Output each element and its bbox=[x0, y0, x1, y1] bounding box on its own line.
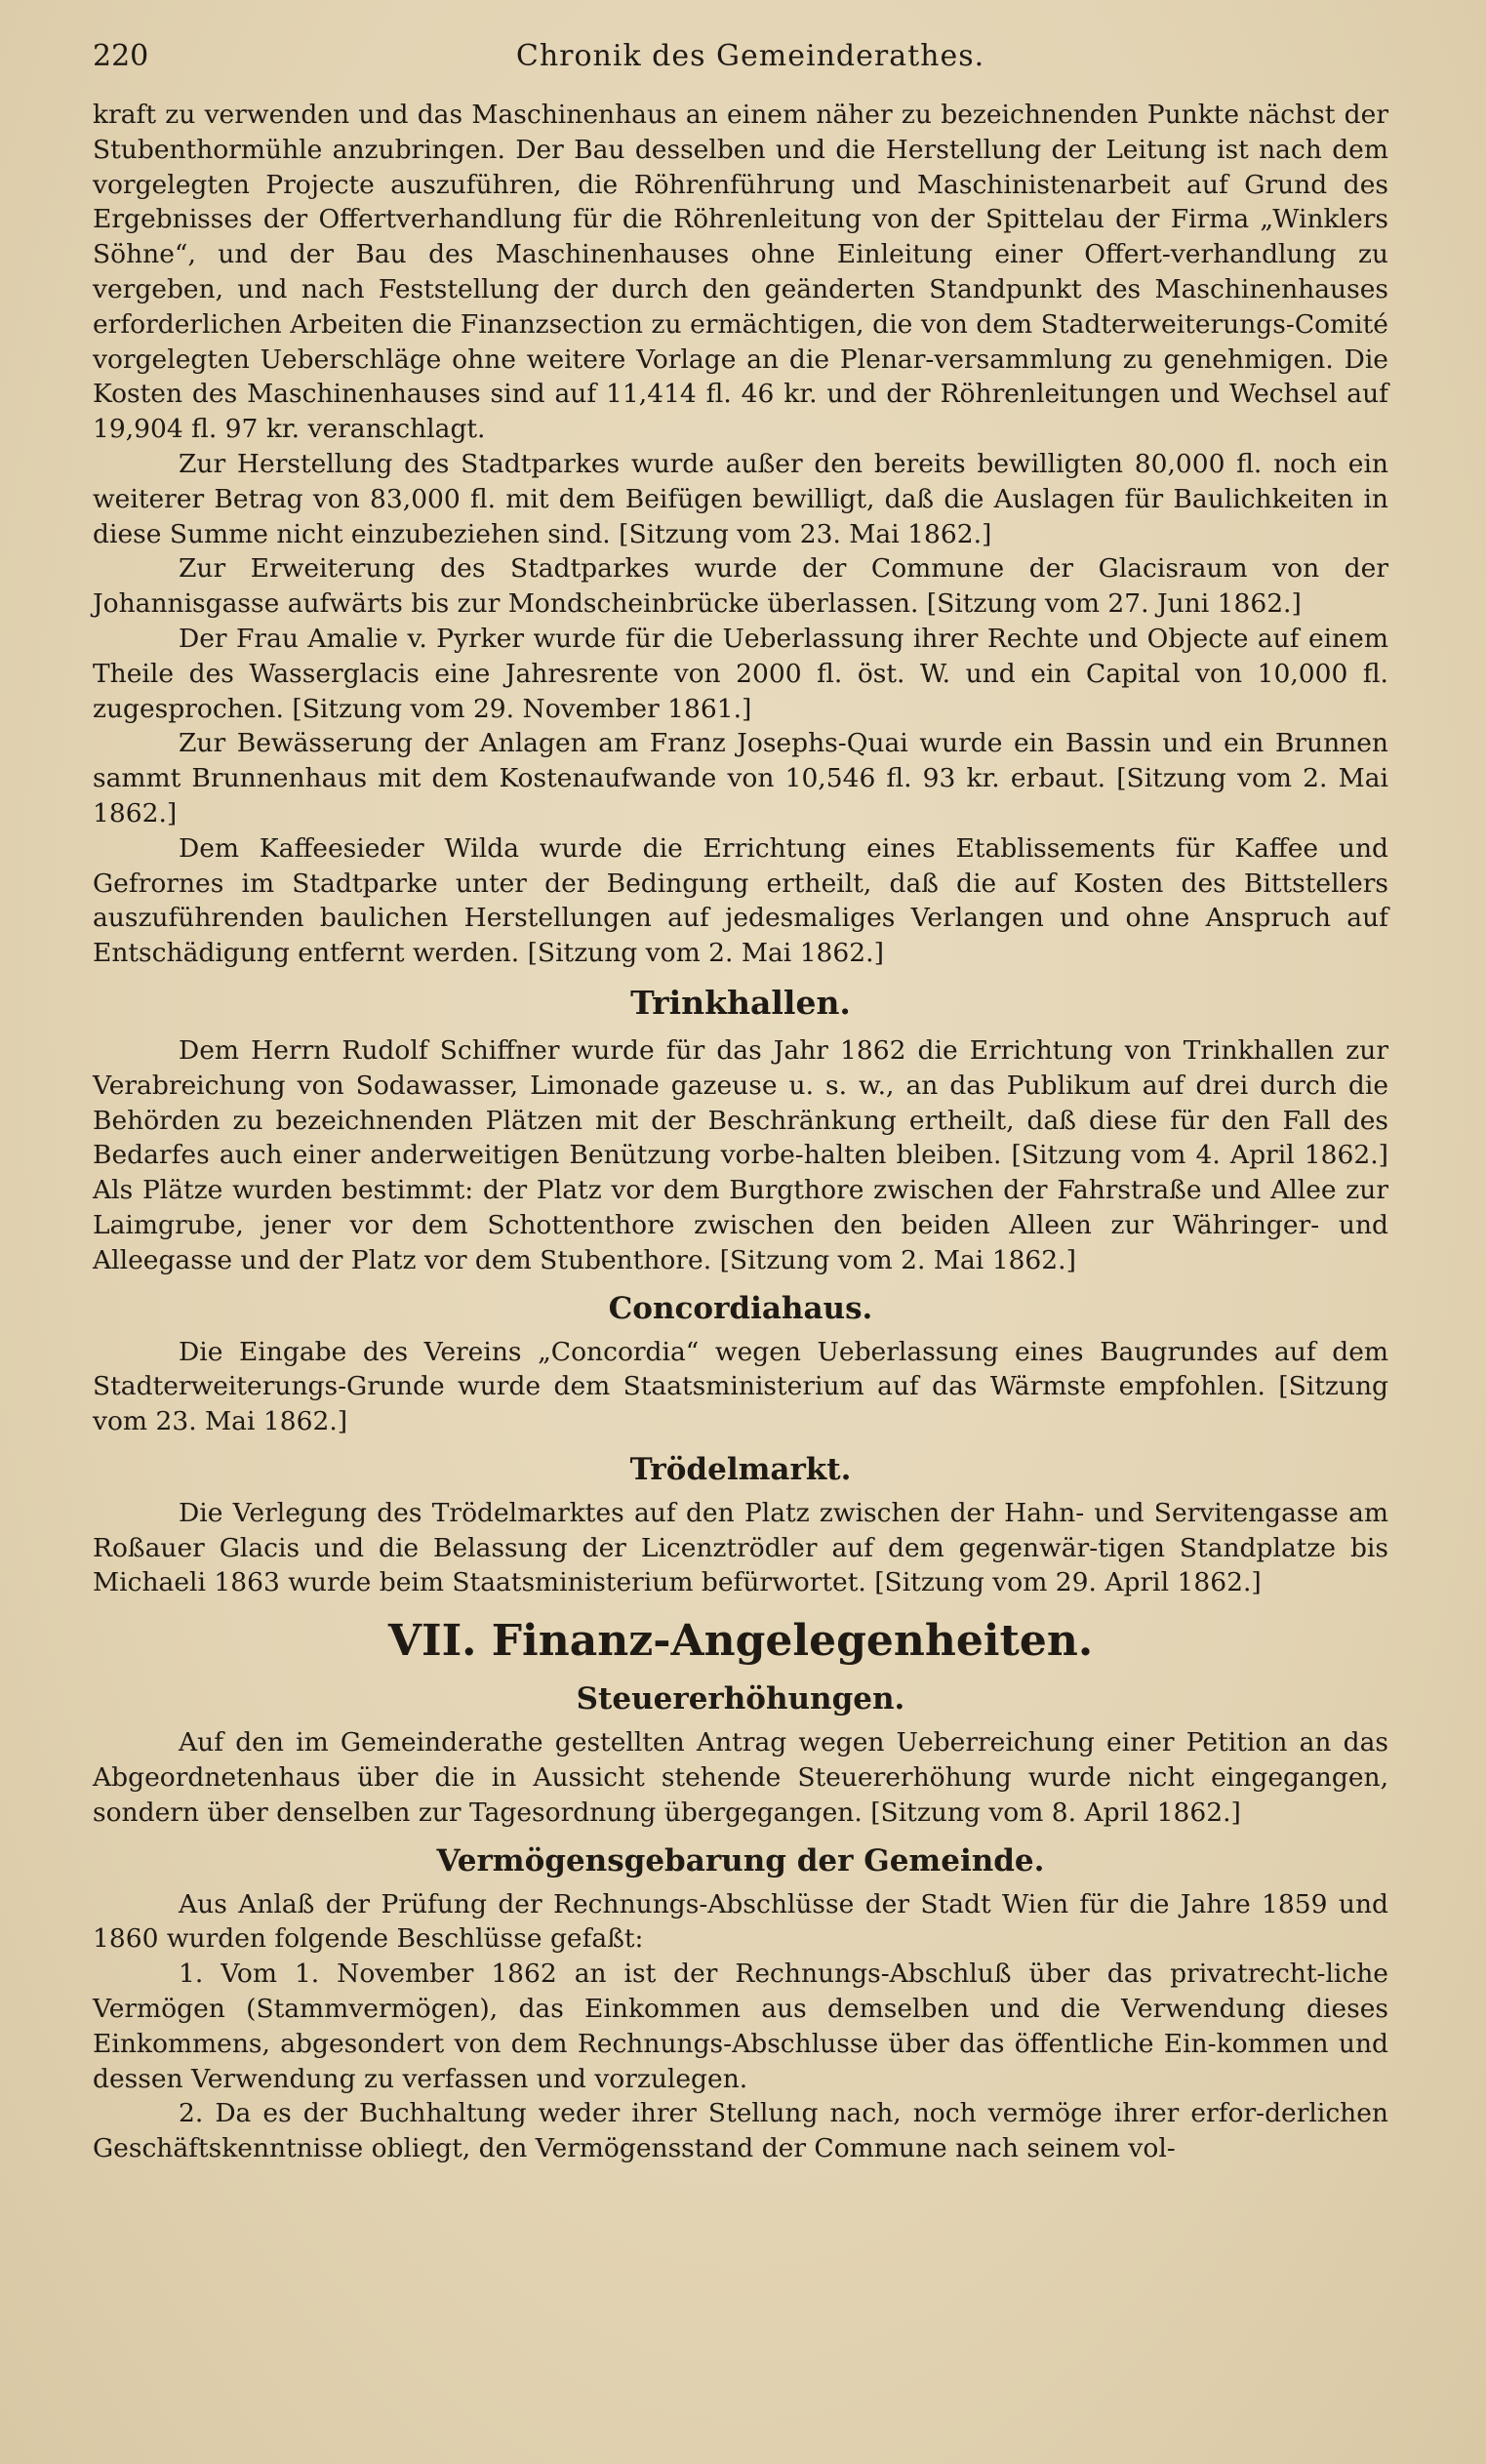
list-item: 1. Vom 1. November 1862 an ist der Rechnungs-Abschluß über das privatrecht-liche Vermögen (Stammvermögen), das Einkommen aus demselben und die Verwendung dieses Einkommens, abgesondert von dem Rechnungs-Abschlusse über das öffentliche Ein-kommen und dessen Verwendung zu verfassen und vorzulegen. bbox=[93, 1959, 1388, 2094]
paragraph: Die Verlegung des Trödelmarktes auf den Platz zwischen der Hahn- und Servitengasse am Roßauer Glacis und die Belassung der Licenztrödler auf dem gegenwär-tigen Standplatze bis Michaeli 1863 wurde beim Staatsministerium befürwortet. [Sitzung vom 29. April 1862.] bbox=[93, 1497, 1388, 1598]
section-heading-steuererhoehungen: Steuererhöhungen. bbox=[576, 1681, 905, 1717]
chapter-heading: VII. Finanz-Angelegenheiten. bbox=[387, 1616, 1094, 1667]
page-number: 220 bbox=[93, 39, 149, 73]
paragraph: Zur Herstellung des Stadtparkes wurde außer den bereits bewilligten 80,000 fl. noch ein weiterer Betrag von 83,000 fl. mit dem Beifügen bewilligt, daß die Auslagen für Baulichkeiten in diese Summe nicht einzubeziehen sind. [Sitzung vom 23. Mai 1862.] bbox=[93, 448, 1388, 549]
section-heading-trinkhallen: Trinkhallen. bbox=[630, 983, 851, 1022]
page-header bbox=[93, 39, 1388, 98]
paragraph: Zur Erweiterung des Stadtparkes wurde der Commune der Glacisraum von der Johannisgasse aufwärts bis zur Mondscheinbrücke überlassen. [Sitzung vom 27. Juni 1862.] bbox=[93, 553, 1388, 620]
section-heading-vermoegensgebarung: Vermögensgebarung der Gemeinde. bbox=[436, 1842, 1045, 1878]
paragraph: Der Frau Amalie v. Pyrker wurde für die Ueberlassung ihrer Rechte und Objecte auf einem Theile des Wasserglacis eine Jahresrente von 2000 fl. öst. W. und ein Capital von 10,000 fl. zugesprochen. [Sitzung vom 29. November 1861.] bbox=[93, 623, 1388, 724]
paragraph: Dem Herrn Rudolf Schiffner wurde für das Jahr 1862 die Errichtung von Trinkhallen zur Verabreichung von Sodawasser, Limonade gazeuse u. s. w., an das Publikum auf drei durch die Behörden zu bezeichnenden Plätzen mit der Beschränkung ertheilt, daß diese für den Fall des Bedarfes auch einer anderweitigen Benützung vorbe-halten bleiben. [Sitzung vom 4. April 1862.] Als Plätze wurden bestimmt: der Platz vor dem Burgthore zwischen der Fahrstraße und Allee zur Laimgrube, jener vor dem Schottenthore zwischen den beiden Alleen zur Währinger- und Alleegasse und der Platz vor dem Stubenthore. [Sitzung vom 2. Mai 1862.] bbox=[93, 1034, 1388, 1275]
paragraph: Zur Bewässerung der Anlagen am Franz Josephs-Quai wurde ein Bassin und ein Brunnen sammt Brunnenhaus mit dem Kostenaufwande von 10,546 fl. 93 kr. erbaut. [Sitzung vom 2. Mai 1862.] bbox=[93, 728, 1388, 828]
body-text bbox=[93, 98, 1388, 2166]
section-heading-concordiahaus: Concordiahaus. bbox=[608, 1290, 873, 1326]
paragraph: kraft zu verwenden und das Maschinenhaus an einem näher zu bezeichnenden Punkte nächst der Stubenthormühle anzubringen. Der Bau desselben und die Herstellung der Leitung ist nach dem vorgelegten Projecte auszuführen, die Röhrenführung und Maschinistenarbeit auf Grund des Ergebnisses der Offertverhandlung für die Röhrenleitung von der Spittelau der Firma „Winklers Söhne“, und der Bau des Maschinenhauses ohne Einleitung einer Offert-verhandlung zu vergeben, und nach Feststellung der durch den geänderten Standpunkt des Maschinenhauses erforderlichen Arbeiten die Finanzsection zu ermächtigen, die von dem Stadterweiterungs-Comité vorgelegten Ueberschläge ohne weitere Vorlage an die Plenar-versammlung zu genehmigen. Die Kosten des Maschinenhauses sind auf 11,414 fl. 46 kr. und der Röhrenleitungen und Wechsel auf 19,904 fl. 97 kr. veranschlagt. bbox=[93, 100, 1388, 445]
paragraph: Auf den im Gemeinderathe gestellten Antrag wegen Ueberreichung einer Petition an das Abgeordnetenhaus über die in Aussicht stehende Steuererhöhung wurde nicht eingegangen, sondern über denselben zur Tagesordnung übergegangen. [Sitzung vom 8. April 1862.] bbox=[93, 1727, 1388, 1828]
paragraph: Dem Kaffeesieder Wilda wurde die Errichtung eines Etablissements für Kaffee und Gefrornes im Stadtparke unter der Bedingung ertheilt, daß die auf Kosten des Bittstellers auszuführenden baulichen Herstellungen auf jedesmaliges Verlangen und ohne Anspruch auf Entschädigung entfernt werden. [Sitzung vom 2. Mai 1862.] bbox=[93, 832, 1388, 969]
paragraph: Aus Anlaß der Prüfung der Rechnungs-Abschlüsse der Stadt Wien für die Jahre 1859 und 1860 wurden folgende Beschlüsse gefaßt: bbox=[93, 1888, 1388, 1955]
running-title: Chronik des Gemeinderathes. bbox=[515, 39, 985, 73]
paragraph: Die Eingabe des Vereins „Concordia“ wegen Ueberlassung eines Baugrundes auf dem Stadterweiterungs-Grunde wurde dem Staatsministerium auf das Wärmste empfohlen. [Sitzung vom 23. Mai 1862.] bbox=[93, 1336, 1388, 1437]
section-heading-troedelmarkt: Trödelmarkt. bbox=[629, 1451, 852, 1487]
list-item: 2. Da es der Buchhaltung weder ihrer Stellung nach, noch vermöge ihrer erfor-derlichen Geschäftskenntnisse obliegt, den Vermögensstand der Commune nach seinem vol- bbox=[93, 2098, 1388, 2164]
